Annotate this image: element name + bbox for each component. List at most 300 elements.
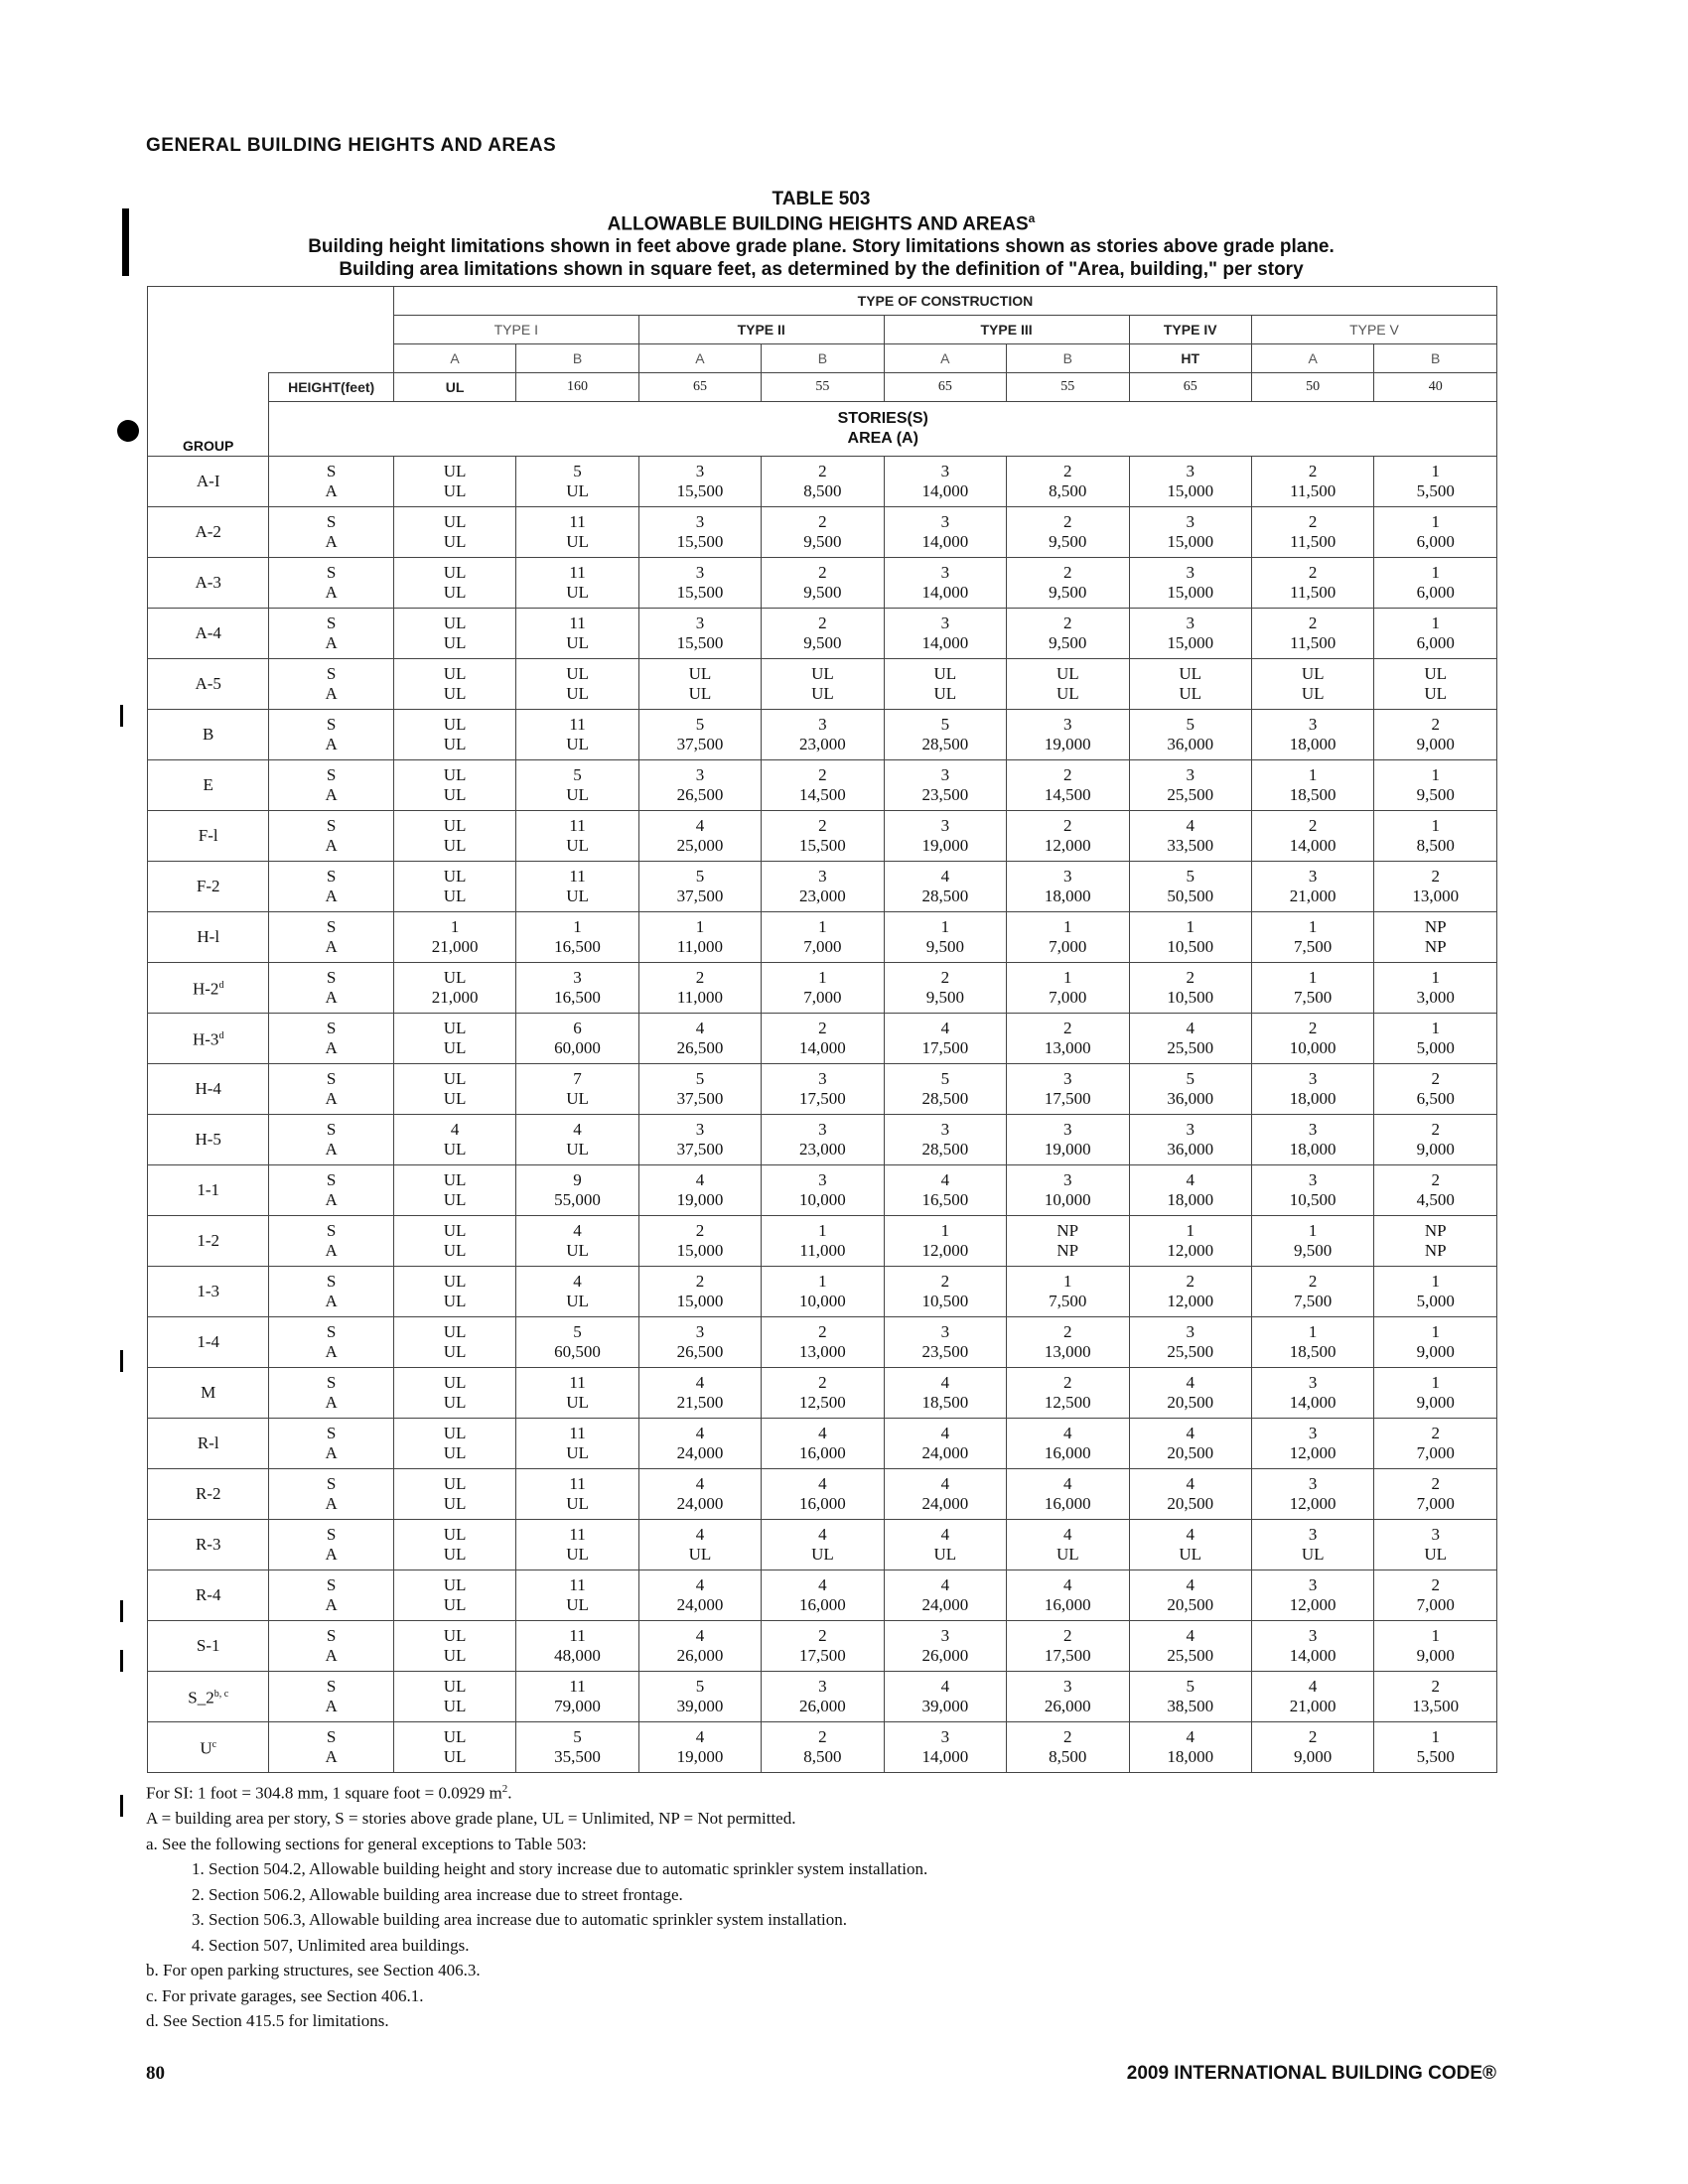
stories-value: UL	[443, 1322, 467, 1341]
area-value: 16,000	[1044, 1443, 1091, 1462]
area-value: 20,500	[1167, 1443, 1214, 1462]
stories-value: 2	[695, 968, 705, 987]
area-value: 15,500	[676, 481, 724, 500]
table-row	[148, 1621, 1497, 1672]
value-cell	[393, 1570, 515, 1621]
value-cell	[1007, 1014, 1129, 1064]
stories-value: 2	[818, 816, 827, 835]
value-cell	[1007, 963, 1129, 1014]
area-value: 9,500	[803, 532, 842, 551]
stories-value: 4	[573, 1272, 582, 1291]
stories-value: 3	[940, 765, 950, 784]
stories-value: 2	[1431, 1120, 1440, 1139]
value-cell	[393, 1368, 515, 1419]
value-cell	[638, 1165, 761, 1216]
area-value: 16,000	[799, 1595, 846, 1614]
area-value: 9,000	[1294, 1747, 1333, 1766]
value-cell	[884, 1267, 1006, 1317]
area-value: 14,000	[921, 481, 969, 500]
value-cell	[762, 710, 884, 760]
value-cell	[1374, 457, 1497, 507]
value-cell	[393, 1165, 515, 1216]
value-cell	[1007, 1267, 1129, 1317]
area-value: 5,500	[1416, 1747, 1455, 1766]
height-value: 65	[1129, 373, 1251, 402]
group-name: R-3	[195, 1535, 221, 1554]
stories-value: 3	[1063, 1069, 1072, 1088]
stories-value: 4	[940, 1019, 950, 1037]
s-label: S	[326, 715, 337, 734]
area-value: 12,500	[1044, 1393, 1091, 1412]
value-cell	[638, 1469, 761, 1520]
value-cell	[516, 1368, 638, 1419]
table-row	[148, 609, 1497, 659]
group-cell	[148, 1672, 269, 1722]
table-row	[148, 1064, 1497, 1115]
stories-value: 4	[940, 1373, 950, 1392]
value-cell	[762, 1014, 884, 1064]
value-cell	[516, 609, 638, 659]
stories-value: 2	[695, 1272, 705, 1291]
table-row	[148, 1520, 1497, 1570]
area-value: 14,000	[1289, 836, 1336, 855]
stories-value: 3	[1308, 1626, 1318, 1645]
area-value: NP	[1424, 1241, 1447, 1260]
value-cell	[762, 811, 884, 862]
value-cell	[1007, 1570, 1129, 1621]
s-label: S	[326, 1322, 337, 1341]
value-cell	[638, 963, 761, 1014]
value-cell	[884, 558, 1006, 609]
s-label: S	[326, 1120, 337, 1139]
value-cell	[638, 811, 761, 862]
s-label: S	[326, 462, 337, 480]
stories-value: UL	[443, 512, 467, 531]
stories-value: 5	[1186, 867, 1195, 886]
height-value: 55	[762, 373, 884, 402]
area-value: 14,000	[799, 1038, 846, 1057]
height-value: 65	[638, 373, 761, 402]
table-row	[148, 811, 1497, 862]
page-header: GENERAL BUILDING HEIGHTS AND AREAS	[146, 135, 557, 156]
value-cell	[393, 1064, 515, 1115]
type-ii-header: TYPE II	[638, 316, 884, 344]
area-value: UL	[566, 684, 589, 703]
value-cell	[1374, 1368, 1497, 1419]
area-value: 18,500	[921, 1393, 969, 1412]
value-cell	[638, 710, 761, 760]
stories-value: NP	[1424, 1221, 1447, 1240]
stories-value: 2	[940, 1272, 950, 1291]
area-value: 12,500	[799, 1393, 846, 1412]
area-value: UL	[443, 583, 467, 602]
s-label: S	[326, 563, 337, 582]
area-value: UL	[566, 481, 589, 500]
area-value: 6,000	[1416, 583, 1455, 602]
value-cell	[884, 862, 1006, 912]
a-label: A	[325, 988, 338, 1007]
footnote-a: a. See the following sections for general exceptions to Table 503:	[146, 1834, 587, 1853]
stories-value: 3	[818, 1069, 827, 1088]
stories-value: 2	[1431, 1170, 1440, 1189]
stories-value: 5	[695, 1069, 705, 1088]
group-cell	[148, 1165, 269, 1216]
stories-value: 2	[818, 1373, 827, 1392]
value-cell	[884, 1216, 1006, 1267]
value-cell	[516, 710, 638, 760]
a-label: A	[325, 937, 338, 956]
value-cell	[516, 963, 638, 1014]
stories-value: 4	[695, 816, 705, 835]
group-cell	[148, 912, 269, 963]
area-value: 5,000	[1416, 1038, 1455, 1057]
value-cell	[516, 1419, 638, 1469]
a-label: A	[325, 1747, 338, 1766]
area-value: 10,500	[1289, 1190, 1336, 1209]
stories-value: 2	[1186, 1272, 1195, 1291]
area-value: 12,000	[1167, 1292, 1214, 1310]
group-name: U	[200, 1738, 212, 1758]
header-blank	[269, 287, 393, 373]
stories-value: UL	[443, 1575, 467, 1594]
s-label: S	[326, 867, 337, 886]
area-value: 16,500	[554, 937, 601, 956]
footnote-si	[146, 1777, 1496, 1806]
sa-label-cell	[269, 1368, 393, 1419]
stories-value: 1	[1308, 1322, 1318, 1341]
sa-label-cell	[269, 457, 393, 507]
stories-value: 6	[573, 1019, 582, 1037]
s-label: S	[326, 1424, 337, 1442]
area-value: 21,000	[1289, 887, 1336, 905]
table-row	[148, 659, 1497, 710]
area-value: 16,000	[799, 1443, 846, 1462]
value-cell	[393, 811, 515, 862]
a-label: A	[325, 785, 338, 804]
s-label: S	[326, 1727, 337, 1746]
stories-value: UL	[443, 1221, 467, 1240]
footnote-a-item: 1. Section 504.2, Allowable building height and story increase due to automatic sprinkler system installation.	[192, 1859, 928, 1879]
area-value: 6,500	[1416, 1089, 1455, 1108]
stories-value: 1	[1063, 968, 1072, 987]
area-value: 17,500	[799, 1646, 846, 1665]
area-value: 5,000	[1416, 1292, 1455, 1310]
area-value: 4,500	[1416, 1190, 1455, 1209]
stories-value: 4	[940, 1474, 950, 1493]
area-value: 19,000	[676, 1747, 724, 1766]
area-value: 13,000	[799, 1342, 846, 1361]
a-label: A	[325, 1140, 338, 1159]
value-cell	[1251, 507, 1373, 558]
stories-value: 3	[1186, 1120, 1195, 1139]
value-cell	[1129, 1722, 1251, 1773]
stories-value: 2	[1431, 715, 1440, 734]
area-value: UL	[566, 785, 589, 804]
stories-value: 2	[1431, 1575, 1440, 1594]
area-value: 15,000	[1167, 532, 1214, 551]
subtype-header: B	[762, 344, 884, 373]
area-value: 9,500	[1049, 532, 1087, 551]
area-value: 25,000	[676, 836, 724, 855]
stories-value: 5	[573, 765, 582, 784]
a-label: A	[325, 1595, 338, 1614]
area-value: UL	[566, 887, 589, 905]
stories-value: 2	[1063, 512, 1072, 531]
area-value: 12,000	[1289, 1494, 1336, 1513]
sa-label-cell	[269, 1064, 393, 1115]
stories-value: 1	[1431, 1322, 1440, 1341]
value-cell	[884, 963, 1006, 1014]
stories-value: 3	[940, 816, 950, 835]
value-cell	[393, 1520, 515, 1570]
stories-value: UL	[443, 1373, 467, 1392]
stories-value: 3	[1186, 614, 1195, 632]
area-value: UL	[1301, 684, 1325, 703]
stories-value: UL	[566, 664, 589, 683]
area-value: 17,500	[921, 1038, 969, 1057]
footnote-legend: A = building area per story, S = stories above grade plane, UL = Unlimited, NP = Not permitted.	[146, 1809, 796, 1829]
stories-value: 1	[1431, 614, 1440, 632]
a-label: A	[325, 1038, 338, 1057]
height-value: UL	[393, 373, 515, 402]
value-cell	[638, 1317, 761, 1368]
value-cell	[1129, 1267, 1251, 1317]
area-value: UL	[566, 633, 589, 652]
area-value: 9,500	[925, 988, 964, 1007]
area-value: UL	[566, 1494, 589, 1513]
stories-value: 3	[1063, 715, 1072, 734]
stories-value: 1	[940, 917, 950, 936]
area-value: UL	[566, 735, 589, 753]
footnotes	[146, 1777, 1496, 2034]
value-cell	[762, 760, 884, 811]
a-label: A	[325, 633, 338, 652]
area-value: 18,000	[1044, 887, 1091, 905]
value-cell	[638, 659, 761, 710]
stories-value: UL	[1179, 664, 1202, 683]
value-cell	[762, 1216, 884, 1267]
group-cell	[148, 760, 269, 811]
value-cell	[884, 710, 1006, 760]
table-row	[148, 1115, 1497, 1165]
a-label: A	[325, 1494, 338, 1513]
area-value: 26,000	[676, 1646, 724, 1665]
value-cell	[638, 1520, 761, 1570]
value-cell	[1007, 659, 1129, 710]
value-cell	[762, 558, 884, 609]
group-cell	[148, 1317, 269, 1368]
stories-value: 2	[818, 462, 827, 480]
area-value: 7,500	[1294, 988, 1333, 1007]
type-iv-header: TYPE IV	[1129, 316, 1251, 344]
subtype-header: HT	[1129, 344, 1251, 373]
value-cell	[638, 1064, 761, 1115]
revision-bar	[120, 1795, 123, 1817]
stories-value: 3	[1186, 563, 1195, 582]
stories-value: 2	[940, 968, 950, 987]
a-label: A	[325, 583, 338, 602]
group-name: B	[203, 725, 214, 744]
a-label: A	[325, 1292, 338, 1310]
sa-label-cell	[269, 558, 393, 609]
stories-value: 3	[818, 867, 827, 886]
value-cell	[762, 1064, 884, 1115]
stories-value: 4	[940, 1170, 950, 1189]
value-cell	[1007, 912, 1129, 963]
value-cell	[1129, 963, 1251, 1014]
stories-value: 2	[1063, 563, 1072, 582]
area-value: 10,500	[1167, 988, 1214, 1007]
value-cell	[393, 963, 515, 1014]
area-value: UL	[443, 1342, 467, 1361]
area-value: 14,000	[921, 633, 969, 652]
sa-label-cell	[269, 862, 393, 912]
value-cell	[762, 1621, 884, 1672]
value-cell	[884, 1317, 1006, 1368]
area-value: UL	[443, 1595, 467, 1614]
area-value: 7,500	[1049, 1292, 1087, 1310]
value-cell	[1251, 1165, 1373, 1216]
area-value: 7,500	[1294, 1292, 1333, 1310]
stories-value: 4	[695, 1373, 705, 1392]
stories-value: UL	[443, 1019, 467, 1037]
stories-value: 3	[695, 563, 705, 582]
value-cell	[638, 1115, 761, 1165]
value-cell	[1129, 862, 1251, 912]
stories-value: 3	[1186, 462, 1195, 480]
stories-value: UL	[443, 968, 467, 987]
area-value: UL	[443, 1190, 467, 1209]
stories-value: 1	[1431, 1373, 1440, 1392]
area-value: UL	[443, 1241, 467, 1260]
value-cell	[1251, 1216, 1373, 1267]
area-value: 9,000	[1416, 1342, 1455, 1361]
value-cell	[516, 457, 638, 507]
value-cell	[1251, 659, 1373, 710]
area-value: UL	[443, 1292, 467, 1310]
area-value: UL	[1179, 1545, 1202, 1564]
value-cell	[393, 1672, 515, 1722]
stories-value: 4	[695, 1727, 705, 1746]
group-cell	[148, 963, 269, 1014]
area-value: 23,000	[799, 735, 846, 753]
group-note: c	[211, 1739, 217, 1751]
value-cell	[1374, 1064, 1497, 1115]
value-cell	[1007, 1216, 1129, 1267]
area-value: 14,000	[1289, 1393, 1336, 1412]
value-cell	[516, 1570, 638, 1621]
sa-label-cell	[269, 1722, 393, 1773]
area-value: UL	[811, 684, 834, 703]
value-cell	[1007, 609, 1129, 659]
area-value: 35,500	[554, 1747, 601, 1766]
value-cell	[1374, 1267, 1497, 1317]
group-cell	[148, 1621, 269, 1672]
area-value: 37,500	[676, 735, 724, 753]
group-name: 1-4	[197, 1332, 220, 1351]
value-cell	[1129, 1368, 1251, 1419]
value-cell	[638, 1419, 761, 1469]
value-cell	[1374, 1317, 1497, 1368]
stories-value: 3	[1308, 1575, 1318, 1594]
s-label: S	[326, 1221, 337, 1240]
area-value: UL	[566, 1595, 589, 1614]
stories-value: 3	[940, 1626, 950, 1645]
value-cell	[1251, 1570, 1373, 1621]
value-cell	[1007, 710, 1129, 760]
value-cell	[393, 710, 515, 760]
area-value: 15,000	[676, 1292, 724, 1310]
stories-value: 1	[1431, 462, 1440, 480]
area-value: 28,500	[921, 1089, 969, 1108]
group-cell	[148, 1520, 269, 1570]
stories-value: 11	[569, 867, 586, 886]
area-value: 20,500	[1167, 1393, 1214, 1412]
group-name: H-5	[195, 1130, 221, 1149]
value-cell	[1374, 1014, 1497, 1064]
area-value: 36,000	[1167, 1140, 1214, 1159]
value-cell	[638, 1621, 761, 1672]
stories-value: UL	[443, 1525, 467, 1544]
value-cell	[393, 609, 515, 659]
group-name: H-4	[195, 1079, 221, 1098]
stories-value: 3	[818, 715, 827, 734]
area-value: 15,000	[1167, 633, 1214, 652]
table-row	[148, 1014, 1497, 1064]
area-value: 16,000	[1044, 1494, 1091, 1513]
area-value: UL	[1424, 1545, 1448, 1564]
stories-value: 4	[573, 1120, 582, 1139]
sa-label-cell	[269, 1570, 393, 1621]
area-value: UL	[443, 1038, 467, 1057]
value-cell	[1251, 1115, 1373, 1165]
stories-value: 1	[1431, 1019, 1440, 1037]
area-value: 7,000	[1416, 1595, 1455, 1614]
stories-value: 3	[1063, 867, 1072, 886]
area-value: 20,500	[1167, 1494, 1214, 1513]
area-value: 10,000	[1044, 1190, 1091, 1209]
stories-value: 1	[1431, 1272, 1440, 1291]
stories-value: 4	[695, 1019, 705, 1037]
stories-value: 2	[1063, 1626, 1072, 1645]
s-label: S	[326, 1170, 337, 1189]
area-value: 11,500	[1290, 633, 1336, 652]
area-value: 25,500	[1167, 785, 1214, 804]
area-value: 39,000	[921, 1697, 969, 1715]
table-row	[148, 558, 1497, 609]
value-cell	[638, 760, 761, 811]
value-cell	[516, 811, 638, 862]
area-value: 9,500	[1049, 583, 1087, 602]
stories-value: UL	[443, 765, 467, 784]
value-cell	[1129, 457, 1251, 507]
area-value: 9,500	[803, 583, 842, 602]
stories-value: 3	[1431, 1525, 1440, 1544]
value-cell	[762, 862, 884, 912]
stories-value: 3	[818, 1120, 827, 1139]
sa-label-cell	[269, 1672, 393, 1722]
stories-value: 3	[818, 1677, 827, 1696]
value-cell	[1007, 507, 1129, 558]
a-label: A	[325, 1697, 338, 1715]
area-value: UL	[443, 532, 467, 551]
value-cell	[516, 558, 638, 609]
stories-value: 3	[1308, 1170, 1318, 1189]
stories-value: 11	[569, 512, 586, 531]
value-cell	[762, 1419, 884, 1469]
area-value: UL	[443, 1140, 467, 1159]
sa-label-cell	[269, 963, 393, 1014]
